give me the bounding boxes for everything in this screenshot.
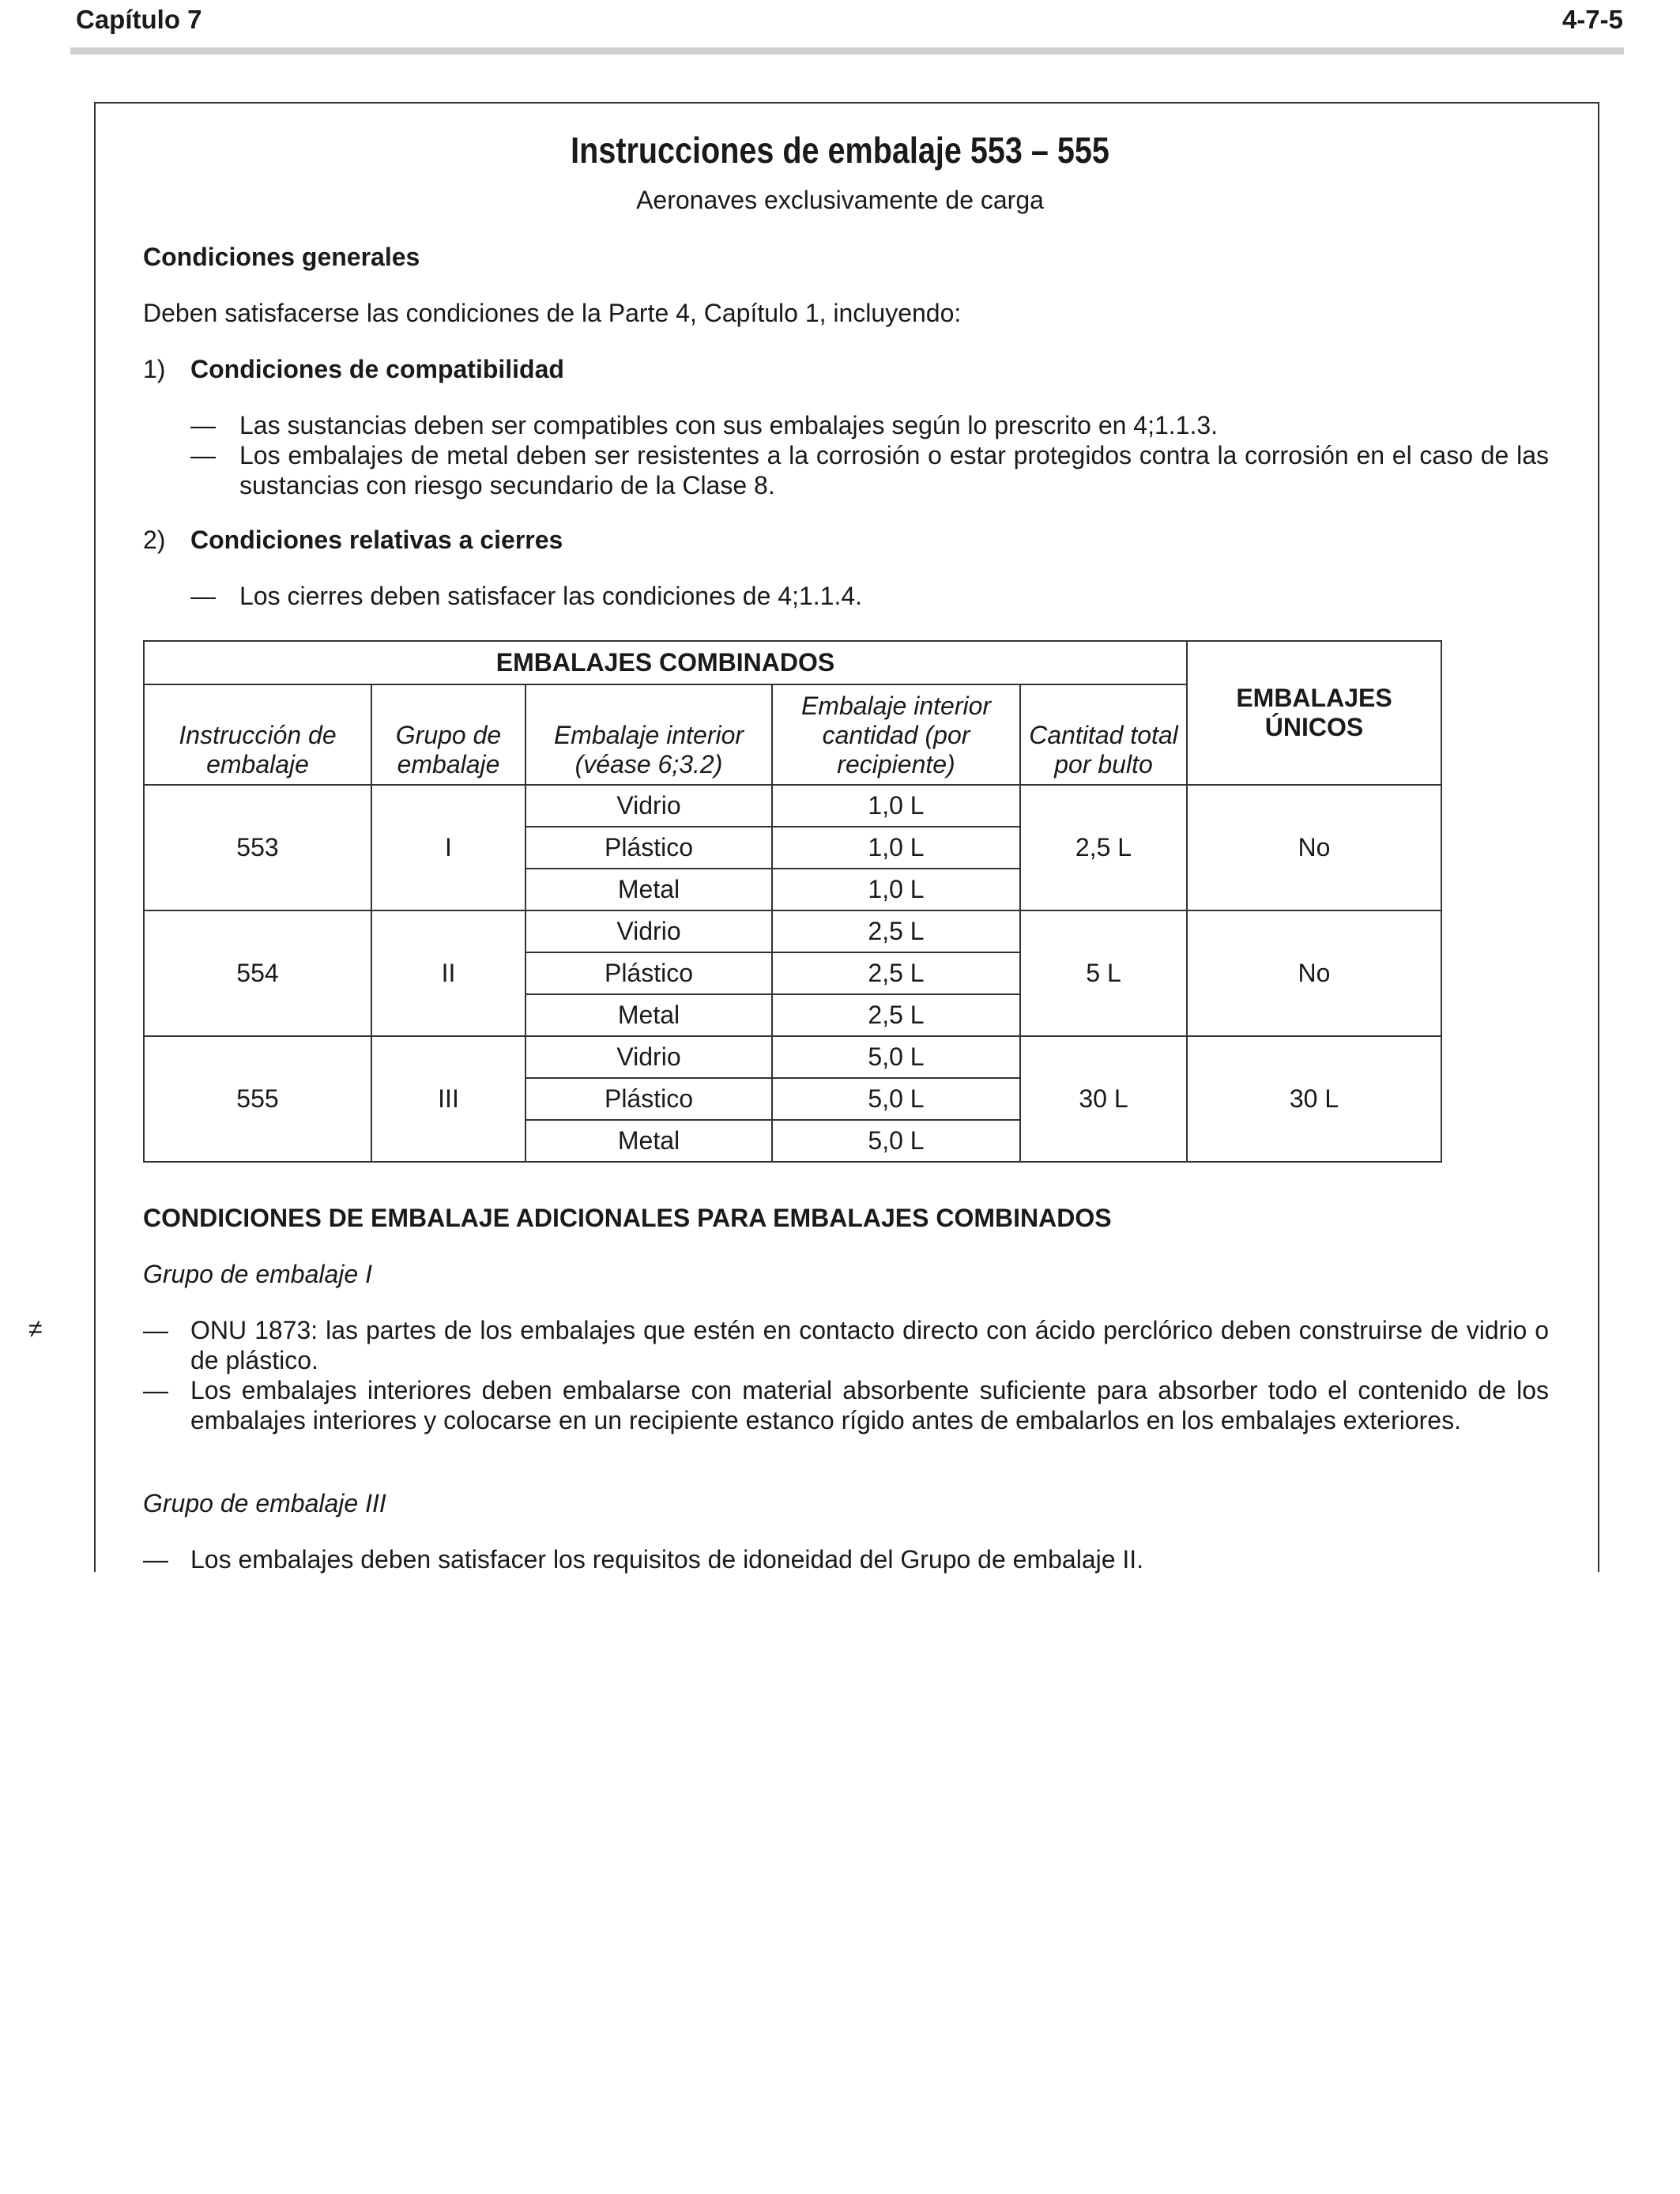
bullet-dash: — <box>190 582 216 610</box>
inner-qty-cell: 2,5 L <box>772 994 1020 1036</box>
table-row <box>144 1036 1441 1078</box>
instruction-cell: 555 <box>144 1036 371 1162</box>
section-1-title: Condiciones de compatibilidad <box>190 355 564 383</box>
group-1-item-1: ONU 1873: las partes de los embalajes que estén en contacto directo con ácido perclórico deben construirse de vidrio o de plástico. <box>190 1316 1549 1374</box>
combined-packagings-header: EMBALAJES COMBINADOS <box>144 641 1187 684</box>
change-mark: ≠ <box>28 1314 43 1343</box>
page-title: Instrucciones de embalaje 553 – 555 <box>571 130 1109 171</box>
closure-item-1: Los cierres deben satisfacer las condiciones de 4;1.1.4. <box>239 582 863 610</box>
table-row <box>144 785 1441 827</box>
col-header-total-quantity: Cantitad total por bulto <box>1020 684 1187 785</box>
inner-qty-cell: 2,5 L <box>772 910 1020 952</box>
inner-type-cell: Metal <box>525 994 772 1036</box>
inner-qty-cell: 1,0 L <box>772 827 1020 869</box>
inner-qty-cell: 1,0 L <box>772 869 1020 910</box>
inner-type-cell: Plástico <box>525 1078 772 1120</box>
total-cell: 5 L <box>1020 910 1187 1036</box>
inner-qty-cell: 2,5 L <box>772 952 1020 994</box>
instruction-cell: 553 <box>144 785 371 910</box>
page-subtitle: Aeronaves exclusivamente de carga <box>636 186 1044 214</box>
group-1-label: Grupo de embalaje I <box>143 1260 372 1288</box>
inner-type-cell: Metal <box>525 869 772 910</box>
inner-qty-cell: 1,0 L <box>772 785 1020 827</box>
inner-type-cell: Vidrio <box>525 1036 772 1078</box>
inner-qty-cell: 5,0 L <box>772 1078 1020 1120</box>
section-2-number: 2) <box>143 526 166 554</box>
col-header-inner-packaging: Embalaje interior (véase 6;3.2) <box>525 684 772 785</box>
inner-type-cell: Metal <box>525 1120 772 1162</box>
bullet-dash: — <box>190 411 216 439</box>
general-intro: Deben satisfacerse las condiciones de la Parte 4, Capítulo 1, incluyendo: <box>143 299 962 327</box>
instruction-cell: 554 <box>144 910 371 1036</box>
group-3-item-1: Los embalajes deben satisfacer los requisitos de idoneidad del Grupo de embalaje II. <box>190 1545 1144 1574</box>
inner-type-cell: Plástico <box>525 952 772 994</box>
single-cell: 30 L <box>1187 1036 1441 1162</box>
single-cell: No <box>1187 910 1441 1036</box>
inner-type-cell: Vidrio <box>525 910 772 952</box>
additional-heading: CONDICIONES DE EMBALAJE ADICIONALES PARA EMBALAJES COMBINADOS <box>143 1204 1112 1232</box>
bullet-dash: — <box>143 1545 168 1574</box>
inner-qty-cell: 5,0 L <box>772 1036 1020 1078</box>
chapter-label: Capítulo 7 <box>76 5 202 34</box>
col-header-instruction: Instrucción de embalaje <box>144 684 371 785</box>
bullet-dash: — <box>143 1376 168 1404</box>
single-cell: No <box>1187 785 1441 910</box>
single-packagings-header: EMBALAJES ÚNICOS <box>1187 641 1441 785</box>
col-header-inner-quantity: Embalaje interior cantidad (por recipiente) <box>772 684 1020 785</box>
inner-qty-cell: 5,0 L <box>772 1120 1020 1162</box>
table-row <box>144 910 1441 952</box>
col-header-group: Grupo de embalaje <box>371 684 525 785</box>
header-rule <box>70 47 1624 55</box>
inner-type-cell: Plástico <box>525 827 772 869</box>
compatibility-item-2: Los embalajes de metal deben ser resistentes a la corrosión o estar protegidos contra la corrosión en el caso de las sustancias con riesgo secundario de la Clase 8. <box>239 441 1549 499</box>
group-1-item-2: Los embalajes interiores deben embalarse con material absorbente suficiente para absorber todo el contenido de los embalajes interiores y colocarse en un recipiente estanco rígido antes de embalarlos en los embalajes exteriores. <box>190 1376 1549 1434</box>
section-2-title: Condiciones relativas a cierres <box>190 526 563 554</box>
group-cell: III <box>371 1036 525 1162</box>
total-cell: 2,5 L <box>1020 785 1187 910</box>
general-heading: Condiciones generales <box>143 243 420 271</box>
bullet-dash: — <box>143 1316 168 1344</box>
group-cell: I <box>371 785 525 910</box>
packing-table <box>143 640 1442 1163</box>
inner-type-cell: Vidrio <box>525 785 772 827</box>
group-cell: II <box>371 910 525 1036</box>
section-1-number: 1) <box>143 355 166 383</box>
bullet-dash: — <box>190 441 216 469</box>
total-cell: 30 L <box>1020 1036 1187 1162</box>
page-number: 4-7-5 <box>1561 5 1623 34</box>
compatibility-item-1: Las sustancias deben ser compatibles con sus embalajes según lo prescrito en 4;1.1.3. <box>239 411 1219 439</box>
group-3-label: Grupo de embalaje III <box>143 1489 386 1517</box>
